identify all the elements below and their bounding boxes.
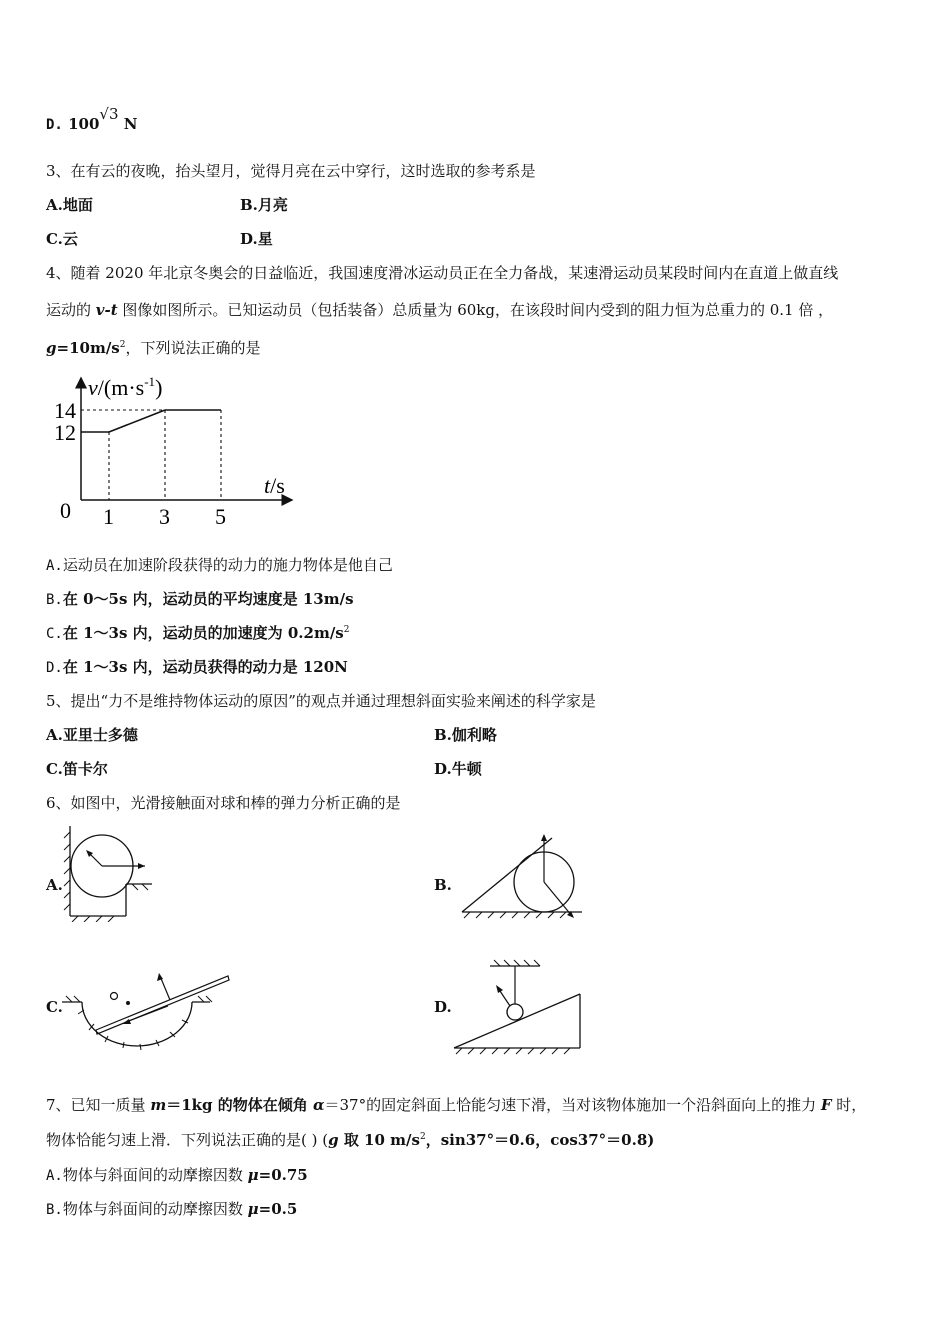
q6-figure-b bbox=[458, 830, 588, 922]
q5-option-b: B.伽利略 bbox=[434, 726, 497, 744]
x-tick-label: 1 bbox=[103, 504, 114, 529]
option-letter: D. bbox=[46, 660, 63, 676]
option-value: 100 bbox=[68, 115, 100, 133]
text: 取 10 m/s bbox=[338, 1131, 420, 1149]
text: 物体恰能匀速上滑．下列说法正确的是( ) ( bbox=[46, 1131, 329, 1149]
q4-stem-line3 bbox=[46, 338, 261, 358]
text: ＝37°的固定斜面上恰能匀速下滑，当对该物体施加一个沿斜面向上的推力 bbox=[324, 1096, 821, 1114]
q3-option-a: A.地面 bbox=[46, 196, 93, 214]
option-letter: C. bbox=[46, 626, 63, 642]
radical: √3 bbox=[99, 105, 119, 123]
q4-option-d bbox=[46, 657, 348, 678]
q6-option-c-label: C. bbox=[46, 998, 63, 1016]
q4-stem-line2 bbox=[46, 300, 833, 320]
q5-stem: 5、提出“力不是维持物体运动的原因”的观点并通过理想斜面实验来阐述的科学家是 bbox=[46, 692, 596, 710]
text: 图像如图所示。已知运动员（包括装备）总质量为 60kg，在该段时间内受到的阻力恒为总重力的 0.1 倍 ， bbox=[117, 301, 834, 319]
q7-option-a bbox=[46, 1165, 308, 1186]
superscript: 2 bbox=[419, 1132, 426, 1142]
q3-stem: 3、在有云的夜晚，抬头望月，觉得月亮在云中穿行，这时选取的参考系是 bbox=[46, 162, 536, 180]
series-line-segment bbox=[109, 410, 165, 432]
y-tick-label: 14 bbox=[54, 398, 76, 423]
superscript: 2 bbox=[119, 340, 126, 350]
vt-graph bbox=[48, 368, 303, 530]
option-text: 在 0～5s 内，运动员的平均速度是 13m/s bbox=[62, 590, 354, 608]
q7-option-b bbox=[46, 1199, 297, 1220]
option-letter: B. bbox=[46, 1202, 63, 1218]
text: ，下列说法正确的是 bbox=[125, 339, 261, 357]
g-symbol: g bbox=[328, 1131, 339, 1149]
option-text: 在 1～3s 内，运动员的加速度为 0.2m/s bbox=[62, 624, 344, 642]
option-text: 物体与斜面间的动摩擦因数 bbox=[62, 1200, 248, 1218]
m-symbol: m bbox=[150, 1096, 167, 1114]
option-text: 物体与斜面间的动摩擦因数 bbox=[62, 1166, 248, 1184]
y-tick-label: 12 bbox=[54, 420, 76, 445]
q6-stem: 6、如图中，光滑接触面对球和棒的弹力分析正确的是 bbox=[46, 794, 401, 812]
q4-option-c bbox=[46, 623, 349, 644]
mu-symbol: μ bbox=[247, 1166, 259, 1184]
f-symbol: F bbox=[820, 1096, 832, 1114]
option-text: 在 1～3s 内，运动员获得的动力是 120N bbox=[62, 658, 348, 676]
q6-option-a-label: A. bbox=[46, 876, 63, 894]
q7-stem-line1 bbox=[46, 1095, 866, 1115]
text: 7、已知一质量 bbox=[46, 1096, 151, 1114]
text: ＝1kg 的物体在倾角 bbox=[166, 1096, 313, 1114]
option-letter: B. bbox=[46, 592, 63, 608]
text: =10m/s bbox=[56, 339, 120, 357]
q6-figure-d bbox=[450, 958, 586, 1056]
q4-stem-line1: 4、随着 2020 年北京冬奥会的日益临近，我国速度滑冰运动员正在全力备战，某速滑运动员某段时间内在直道上做直线 bbox=[46, 264, 839, 282]
q3-option-c: C.云 bbox=[46, 230, 78, 248]
q7-stem-line2 bbox=[46, 1130, 654, 1150]
q4-option-a bbox=[46, 555, 393, 576]
text: 时， bbox=[831, 1096, 867, 1114]
q5-option-a: A.亚里士多德 bbox=[46, 726, 138, 744]
option-value: =0.5 bbox=[258, 1200, 298, 1218]
q3-option-d: D.星 bbox=[240, 230, 273, 248]
option-value: =0.75 bbox=[258, 1166, 308, 1184]
text: 运动的 bbox=[46, 301, 96, 319]
origin-label: 0 bbox=[60, 498, 71, 523]
alpha-symbol: α bbox=[312, 1096, 325, 1114]
g-symbol: g bbox=[46, 339, 57, 357]
x-tick-label: 3 bbox=[159, 504, 170, 529]
q4-option-b bbox=[46, 589, 354, 610]
option-unit: N bbox=[123, 115, 138, 133]
q3-option-b: B.月亮 bbox=[240, 196, 288, 214]
x-tick-label: 5 bbox=[215, 504, 226, 529]
y-axis-label: $v/(m\cdot s^{-1})$ bbox=[88, 374, 163, 400]
option-letter: A. bbox=[46, 1168, 63, 1184]
vt-symbol: v-t bbox=[95, 301, 118, 319]
q6-option-d-label: D. bbox=[434, 998, 452, 1016]
text: ，sin37°＝0.6，cos37°＝0.8) bbox=[425, 1131, 655, 1149]
mu-symbol: μ bbox=[247, 1200, 259, 1218]
q2-option-d bbox=[46, 105, 138, 135]
q5-option-d: D.牛顿 bbox=[434, 760, 482, 778]
q6-figure-a bbox=[62, 822, 162, 922]
q5-option-c: C.笛卡尔 bbox=[46, 760, 108, 778]
option-text: 运动员在加速阶段获得的动力的施力物体是他自己 bbox=[62, 556, 393, 574]
q6-figure-c bbox=[60, 966, 232, 1052]
x-axis-label: t/s bbox=[264, 473, 285, 498]
option-letter: A. bbox=[46, 558, 63, 574]
superscript: 2 bbox=[343, 625, 350, 635]
option-letter: D. bbox=[46, 117, 63, 133]
q6-option-b-label: B. bbox=[434, 876, 452, 894]
